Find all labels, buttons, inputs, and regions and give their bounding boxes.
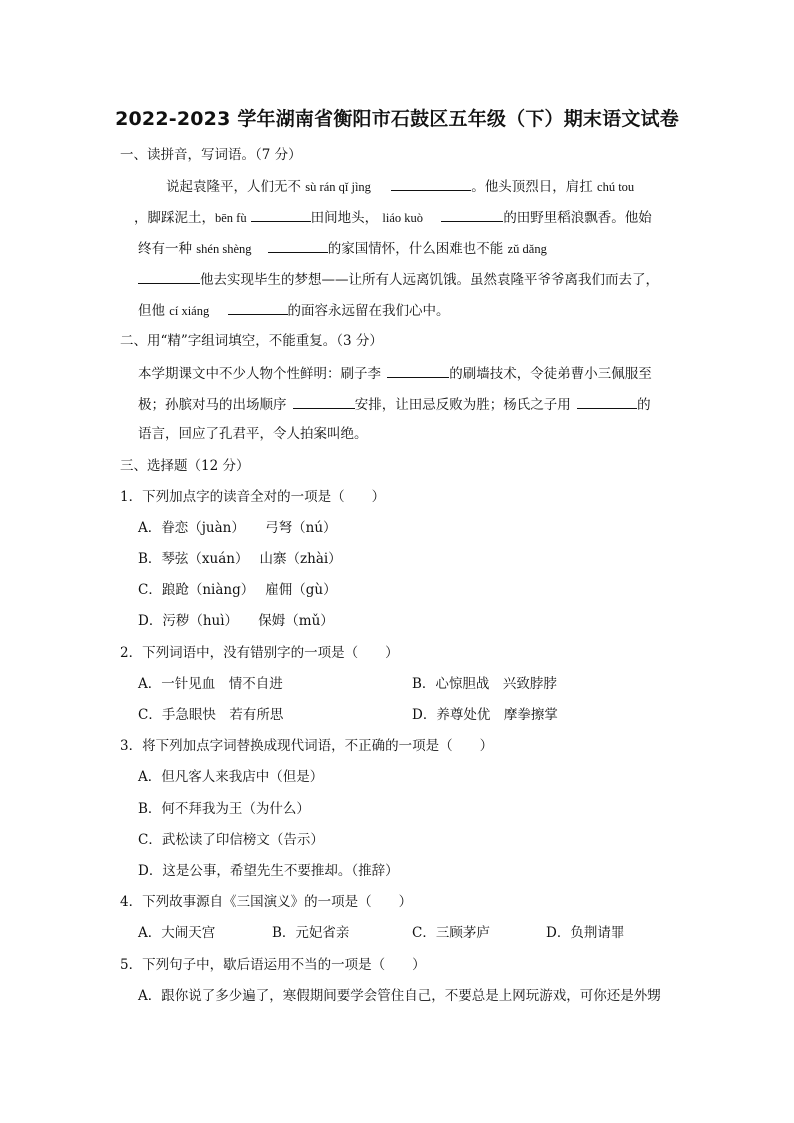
pinyin-4: liáo kuò xyxy=(382,211,424,225)
answer-blank-6[interactable] xyxy=(228,300,288,315)
question-4-option-a[interactable]: A．大闹天宫 xyxy=(138,925,216,941)
section-2-heading: 二、用“精”字组词填空，不能重复。（3 分） xyxy=(120,333,383,349)
section-1-line-4: 他去实现毕生的梦想——让所有人远离饥饿。虽然袁隆平爷爷离我们而去了， xyxy=(138,269,659,289)
pinyin-5: shén shèng xyxy=(196,242,252,256)
pinyin-6: zǔ dǎng xyxy=(507,242,547,256)
question-4-option-d[interactable]: D．负荆请罪 xyxy=(546,925,625,941)
question-1-option-c[interactable]: C．踉跄（niàng） 雇佣（gù） xyxy=(138,582,337,598)
section-2-line-3: 语言，回应了孔君平，令人拍案叫绝。 xyxy=(138,426,368,442)
question-4-option-c[interactable]: C．三顾茅庐 xyxy=(412,925,490,941)
question-2-option-d[interactable]: D．养尊处优 摩拳擦掌 xyxy=(412,707,558,723)
answer-blank-5[interactable] xyxy=(138,269,200,284)
answer-blank-3[interactable] xyxy=(441,207,503,222)
question-3-option-a[interactable]: A．但凡客人来我店中（但是） xyxy=(138,769,324,785)
pinyin-7: cí xiáng xyxy=(169,304,210,318)
question-4: 4．下列故事源自《三国演义》的一项是（ ） xyxy=(120,894,413,910)
answer-blank-9[interactable] xyxy=(577,394,637,409)
section-1-line-5: 但他 cí xiáng 的面容永远留在我们心中。 xyxy=(138,300,450,320)
pinyin-3: bēn fù xyxy=(215,211,247,225)
page-title: 2022-2023 学年湖南省衡阳市石鼓区五年级（下）期末语文试卷 xyxy=(115,108,679,130)
pinyin-2: chú tou xyxy=(597,180,635,194)
question-3-option-d[interactable]: D．这是公事，希望先生不要推却。（推辞） xyxy=(138,863,399,879)
section-3-heading: 三、选择题（12 分） xyxy=(120,458,250,474)
answer-blank-7[interactable] xyxy=(387,363,449,378)
question-1: 1．下列加点字的读音全对的一项是（ ） xyxy=(120,489,386,505)
answer-blank-4[interactable] xyxy=(268,238,328,253)
pinyin-1: sù rán qǐ jìng xyxy=(305,180,371,194)
question-1-option-a[interactable]: A．眷恋（juàn） 弓弩（nú） xyxy=(138,520,337,536)
question-5-option-a[interactable]: A．跟你说了多少遍了，寒假期间要学会管住自己，不要总是上网玩游戏，可你还是外甥 xyxy=(138,988,661,1004)
section-2-line-2: 极；孙膑对马的出场顺序 安排，让田忌反败为胜；杨氏之子用 的 xyxy=(138,394,651,414)
question-3: 3．将下列加点字词替换成现代词语，不正确的一项是（ ） xyxy=(120,738,494,754)
answer-blank-8[interactable] xyxy=(293,394,355,409)
question-3-option-b[interactable]: B．何不拜我为王（为什么） xyxy=(138,801,310,817)
question-5: 5．下列句子中，歇后语运用不当的一项是（ ） xyxy=(120,957,426,973)
question-1-option-b[interactable]: B．琴弦（xuán） 山寨（zhài） xyxy=(138,551,342,567)
question-3-option-c[interactable]: C．武松读了印信榜文（告示） xyxy=(138,832,324,848)
answer-blank-2[interactable] xyxy=(251,207,311,222)
section-1-heading: 一、读拼音，写词语。（7 分） xyxy=(120,147,302,163)
section-1-line-1: 说起袁隆平，人们无不 sù rán qǐ jìng 。他头顶烈日，肩扛 chú tou xyxy=(166,176,634,196)
question-2-option-a[interactable]: A．一针见血 情不自进 xyxy=(138,676,283,692)
question-2-option-c[interactable]: C．手急眼快 若有所思 xyxy=(138,707,284,723)
question-2: 2．下列词语中，没有错别字的一项是（ ） xyxy=(120,645,399,661)
section-1-line-3: 终有一种 shén shèng 的家国情怀，什么困难也不能 zǔ dǎng xyxy=(138,238,547,258)
section-1-line-2: ，脚踩泥土，bēn fù 田间地头， liáo kuò 的田野里稻浪飘香。他始 xyxy=(134,207,652,227)
question-4-option-b[interactable]: B．元妃省亲 xyxy=(272,925,350,941)
question-2-option-b[interactable]: B．心惊胆战 兴致脖脖 xyxy=(412,676,557,692)
section-2-line-1: 本学期课文中不少人物个性鲜明：刷子李 的刷墙技术，令徒弟曹小三佩服至 xyxy=(138,363,652,383)
question-1-option-d[interactable]: D．污秽（huì） 保姆（mǔ） xyxy=(138,613,334,629)
answer-blank-1[interactable] xyxy=(391,176,471,191)
